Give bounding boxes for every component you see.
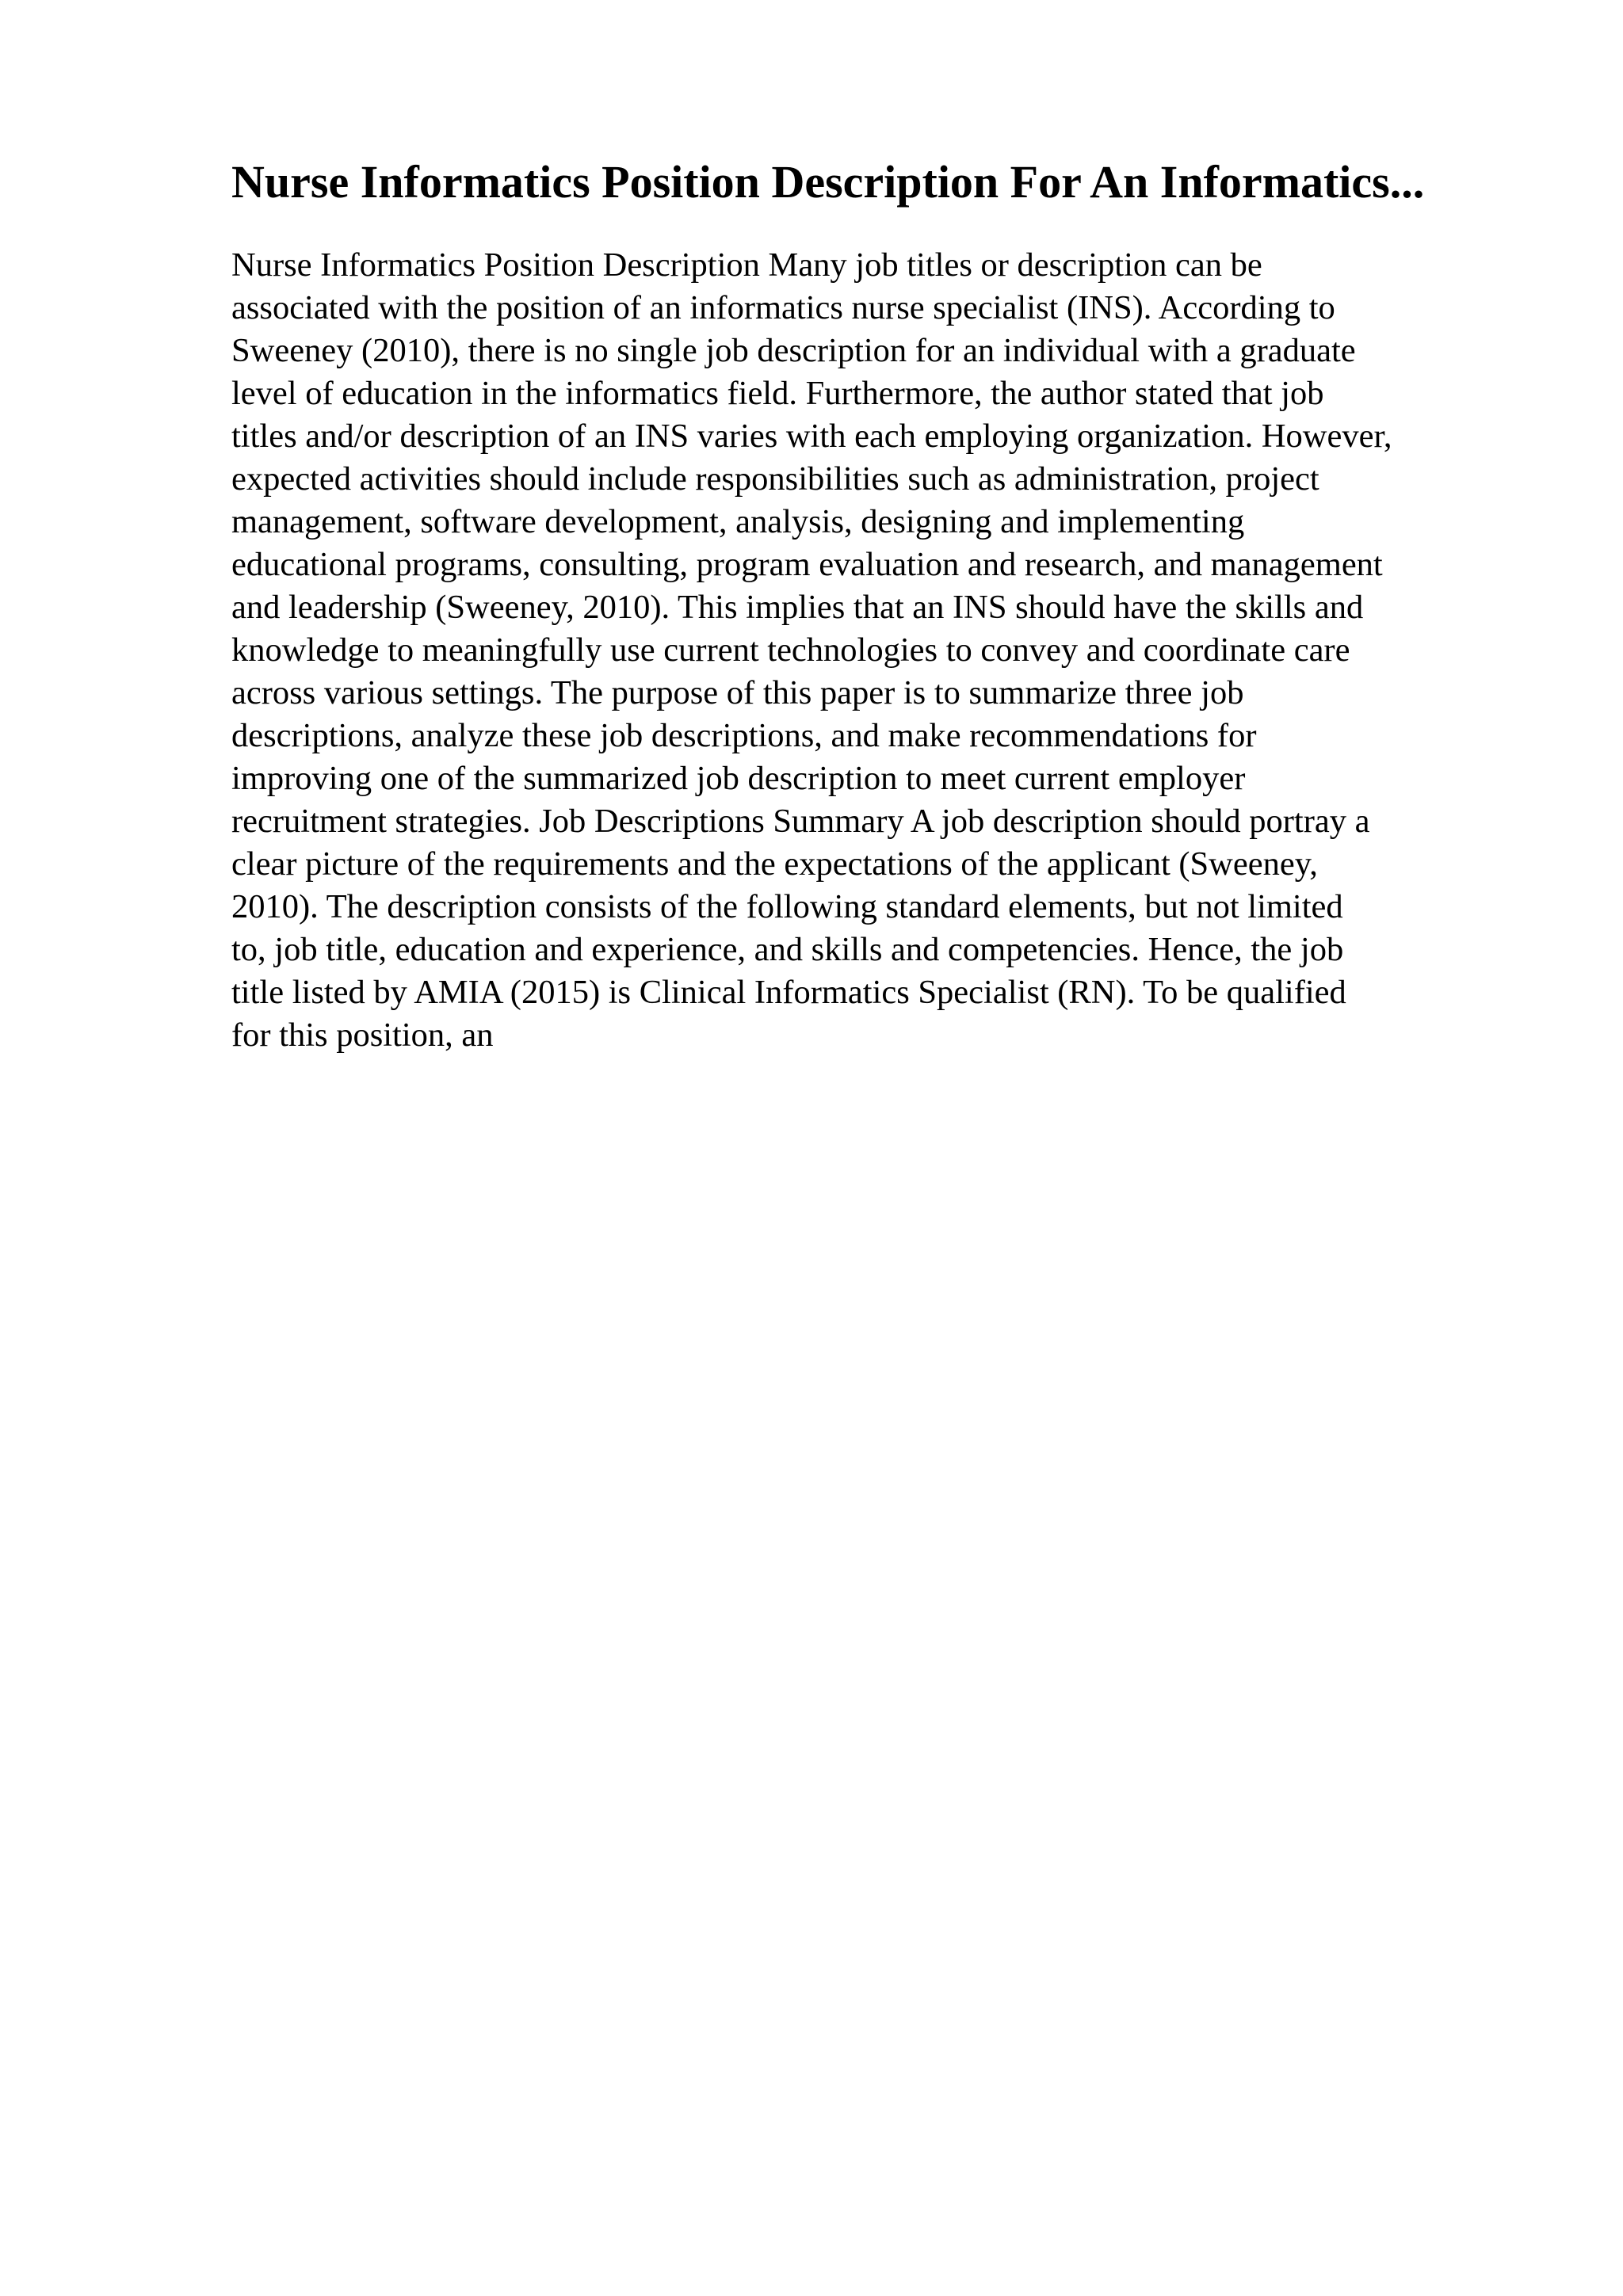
- document-title: Nurse Informatics Position Description For An Informatics...: [231, 156, 1425, 208]
- body-line: knowledge to meaningfully use current technologies to convey and coordinate care: [231, 631, 1350, 669]
- body-line: clear picture of the requirements and the expectations of the applicant (Sweeney,: [231, 845, 1318, 883]
- body-line: title listed by AMIA (2015) is Clinical Informatics Specialist (RN). To be qualified: [231, 974, 1346, 1011]
- body-line: titles and/or description of an INS varies with each employing organization. However,: [231, 418, 1392, 455]
- body-line: educational programs, consulting, program evaluation and research, and management: [231, 546, 1383, 583]
- body-line: improving one of the summarized job description to meet current employer: [231, 760, 1246, 797]
- body-line: and leadership (Sweeney, 2010). This implies that an INS should have the skills and: [231, 589, 1364, 626]
- body-line: recruitment strategies. Job Descriptions Summary A job description should portray a: [231, 803, 1370, 840]
- body-line: 2010). The description consists of the following standard elements, but not limited: [231, 888, 1343, 925]
- body-line: associated with the position of an informatics nurse specialist (INS). According to: [231, 289, 1335, 326]
- body-line: Nurse Informatics Position Description Many job titles or description can be: [231, 246, 1262, 284]
- body-line: Sweeney (2010), there is no single job description for an individual with a graduate: [231, 332, 1356, 369]
- body-line: to, job title, education and experience, and skills and competencies. Hence, the job: [231, 931, 1344, 968]
- body-line: expected activities should include responsibilities such as administration, project: [231, 460, 1319, 498]
- body-line: level of education in the informatics field. Furthermore, the author stated that job: [231, 375, 1324, 412]
- body-line: across various settings. The purpose of this paper is to summarize three job: [231, 674, 1244, 711]
- body-line: management, software development, analysis, designing and implementing: [231, 503, 1245, 540]
- body-line: for this position, an: [231, 1016, 494, 1054]
- body-line: descriptions, analyze these job descriptions, and make recommendations for: [231, 717, 1257, 754]
- document-body: [231, 244, 1515, 1057]
